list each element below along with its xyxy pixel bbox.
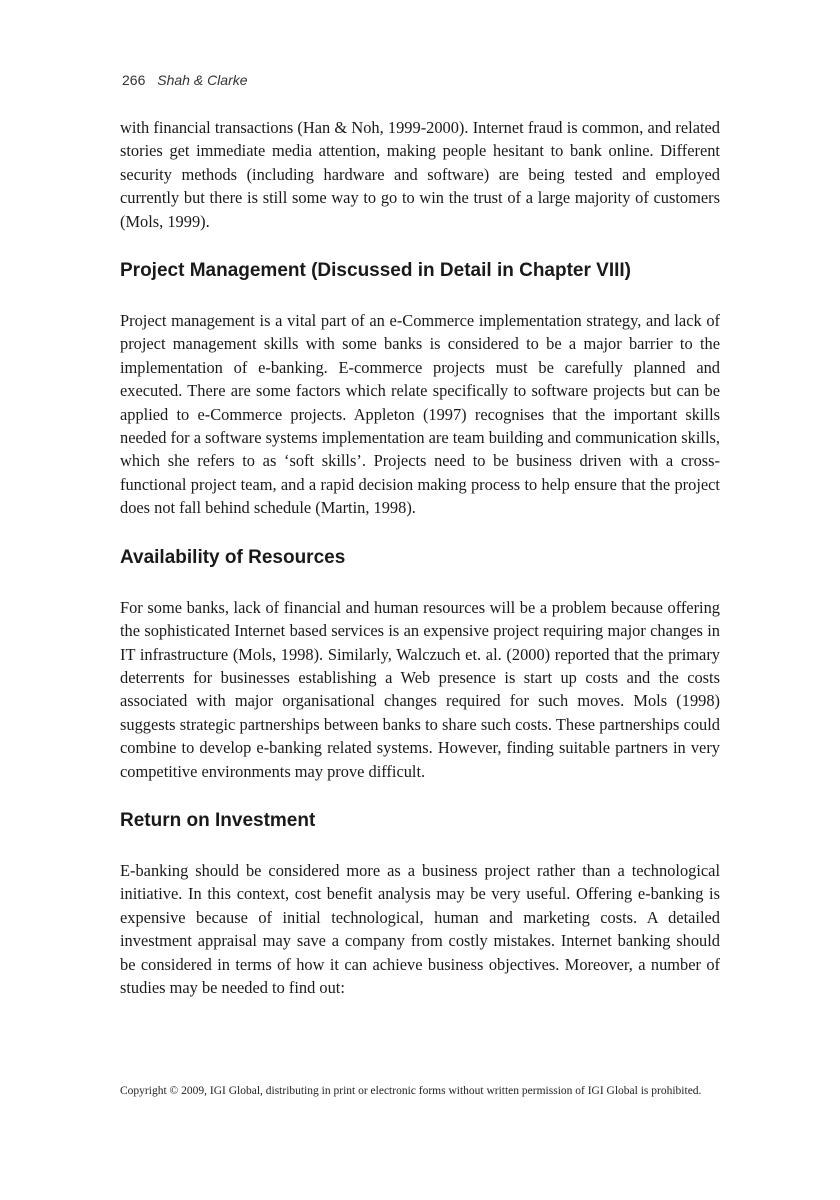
page-number: 266 (122, 72, 146, 88)
paragraph-intro: with financial transactions (Han & Noh, 1999-2000). Internet fraud is common, and related stories get immediate media attention, making people hesitant to bank online. Different security methods (including hardware and software) are being tested and employed currently but there is still some way to go to win the trust of a large majority of customers (Mols, 1999). (120, 118, 720, 231)
heading-project-management: Project Management (Discussed in Detail in Chapter VIII) (120, 260, 632, 282)
paragraph-availability: For some banks, lack of financial and human resources will be a problem because offering the sophisticated Internet based services is an expensive project requiring major changes in IT infrastructure (Mols, 1998). Similarly, Walczuch et. al. (2000) reported that the primary deterrents for businesses establishing a Web presence is start up costs and the costs associated with major organisational changes required for such moves. Mols (1998) suggests strategic partnerships between banks to share such costs. These partnerships could combine to develop e-banking related systems. However, finding suitable partners in very competitive environments may prove difficult. (120, 597, 720, 781)
copyright-footer: Copyright © 2009, IGI Global, distributing in print or electronic forms without written permission of IGI Global is prohibited. (120, 1085, 702, 1097)
heading-availability: Availability of Resources (120, 546, 346, 568)
heading-roi: Return on Investment (120, 809, 316, 831)
page-body (120, 116, 720, 999)
paragraph-roi: E-banking should be considered more as a business project rather than a technological initiative. In this context, cost benefit analysis may be very useful. Offering e-banking is expensive because of initial technological, human and marketing costs. A detailed investment appraisal may save a company from costly mistakes. Internet banking should be considered in terms of how it can achieve business objectives. Moreover, a number of studies may be needed to find out: (120, 860, 720, 997)
paragraph-project-management: Project management is a vital part of an e-Commerce implementation strategy, and lack of project management skills with some banks is considered to be a major barrier to the implementation of e-banking. E-commerce projects must be carefully planned and executed. There are some factors which relate specifically to software projects but can be applied to e-Commerce projects. Appleton (1997) recognises that the important skills needed for a software systems implementation are team building and communication skills, which she refers to as ‘soft skills’. Projects need to be business driven with a cross-functional project team, and a rapid decision making process to help ensure that the project does not fall behind schedule (Martin, 1998). (120, 311, 720, 518)
running-header (122, 72, 248, 88)
running-header-authors: Shah & Clarke (157, 72, 248, 88)
